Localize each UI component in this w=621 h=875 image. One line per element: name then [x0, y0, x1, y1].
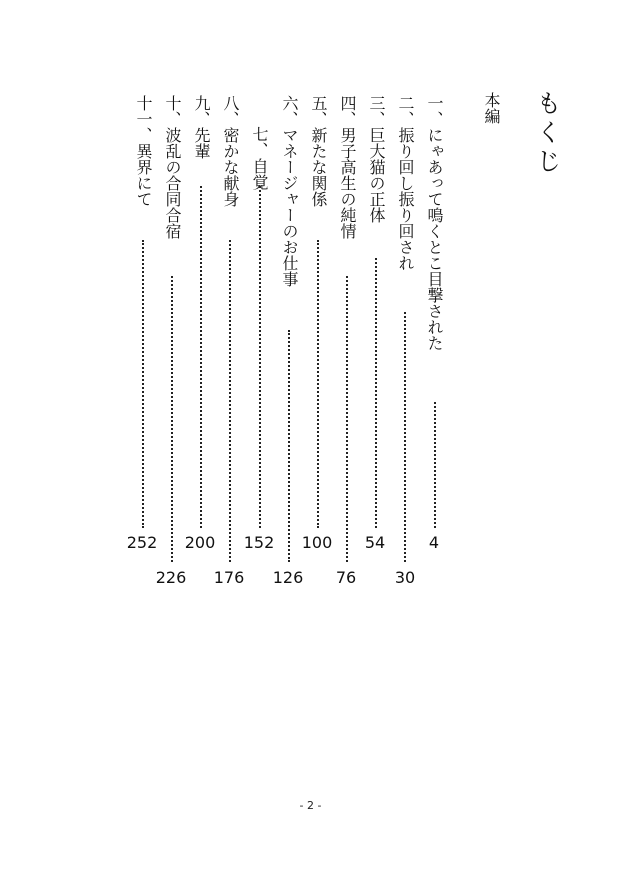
toc-entry-9-page: 200	[184, 533, 216, 552]
toc-entry-7-page: 152	[243, 533, 275, 552]
toc-entry-9-title: 九、先輩	[192, 95, 211, 159]
toc-entry-4-page: 76	[335, 568, 357, 587]
toc-title: もくじ	[533, 90, 562, 177]
toc-entry-3-leader	[375, 258, 377, 528]
toc-entry-8-leader	[229, 240, 231, 562]
toc-entry-2-page: 30	[394, 568, 416, 587]
toc-entry-6-leader	[288, 330, 290, 562]
toc-entry-7-title: 七、自覚	[250, 126, 269, 190]
toc-entry-3-title: 三、巨大猫の正体	[367, 95, 386, 223]
toc-entry-10-page: 226	[155, 568, 187, 587]
toc-entry-9-leader	[200, 186, 202, 528]
toc-entry-4-title: 四、男子高生の純情	[338, 95, 357, 239]
toc-entry-5-title: 五、新たな関係	[309, 95, 328, 207]
toc-entry-5-page: 100	[301, 533, 333, 552]
toc-entry-7-leader	[259, 186, 261, 528]
toc-entry-1-page: 4	[428, 533, 440, 552]
toc-entry-11-page: 252	[126, 533, 158, 552]
toc-entry-1-leader	[434, 402, 436, 528]
toc-entry-8-page: 176	[213, 568, 245, 587]
toc-entry-2-leader	[404, 312, 406, 562]
toc-entry-6-title: 六、マネージャーのお仕事	[280, 95, 299, 287]
toc-entry-6-page: 126	[272, 568, 304, 587]
toc-entry-3-page: 54	[364, 533, 386, 552]
toc-entry-2-title: 二、振り回し振り回され	[396, 95, 415, 271]
toc-entry-8-title: 八、密かな献身	[221, 95, 240, 207]
page-number: - 2 -	[299, 799, 322, 812]
toc-entry-10-title: 十、波乱の合同合宿	[163, 95, 182, 239]
toc-entry-4-leader	[346, 276, 348, 562]
toc-entry-10-leader	[171, 276, 173, 562]
toc-entry-11-title: 十一、異界にて	[134, 95, 153, 207]
toc-entry-5-leader	[317, 240, 319, 528]
toc-entry-11-leader	[142, 240, 144, 528]
toc-entry-1-title: 一、にゃあって鳴くとこ目撃された	[425, 95, 444, 351]
section-label: 本編	[482, 92, 501, 124]
